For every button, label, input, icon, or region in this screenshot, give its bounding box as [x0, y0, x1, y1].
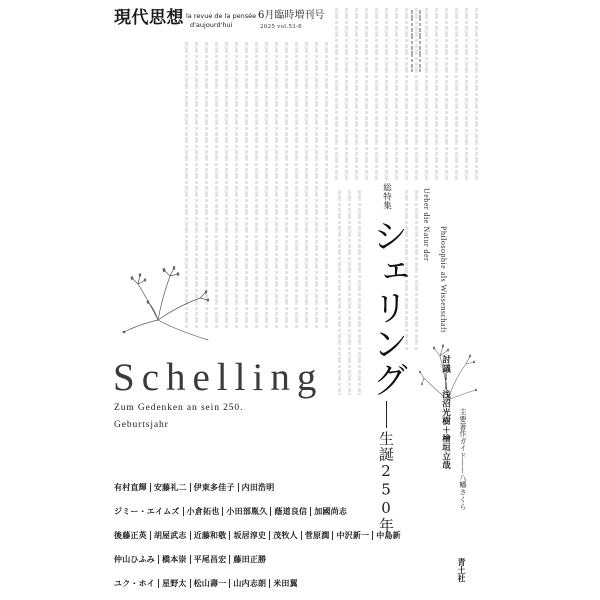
contributor-name: 中沢新一: [336, 529, 370, 540]
feature-subtitle-latin-line-2: Geburtsjahr: [114, 420, 169, 430]
issue-label: 6月臨時増刊号: [258, 10, 325, 21]
contributor-name: 小倉拓也: [186, 505, 220, 516]
contributor-name: 内田浩明: [241, 481, 275, 492]
separator: [229, 555, 230, 564]
discussion-credit: 討議——浅沼光樹＋檜垣立哉: [440, 355, 451, 470]
separator: [150, 483, 151, 492]
contributor-name: 胡屋武志: [153, 529, 187, 540]
contributor-name: 加國尚志: [314, 505, 348, 516]
contributor-name: ユク・ホイ: [114, 577, 155, 588]
contributor-list: [114, 481, 401, 589]
tagline-line-2: d'aujourd'hui: [190, 21, 233, 29]
separator: [158, 555, 159, 564]
separator: [269, 579, 270, 588]
contributor-name: 茂牧人: [273, 529, 298, 540]
separator: [310, 507, 311, 516]
title-dash: [386, 401, 387, 428]
contributor-name: 藤田正勝: [233, 553, 267, 564]
publisher-name: 青土社: [457, 558, 467, 582]
contributor-name: 坂居淳史: [233, 529, 267, 540]
contributor-name: 中島新: [376, 529, 401, 540]
contributor-name: 星野太: [162, 577, 187, 588]
magazine-title: 現代思想: [114, 8, 184, 28]
contributor-name: 蔭道良信: [274, 505, 308, 516]
separator: [332, 531, 333, 540]
contributor-name: 米田翼: [273, 577, 298, 588]
tagline-line-1: la revue de la pensée: [186, 12, 257, 20]
contributor-name: 仲山ひふみ: [114, 553, 155, 564]
separator: [158, 579, 159, 588]
quote-line-2: Philosophie als Wissenschaft: [439, 226, 448, 333]
feature-label: 総特集: [381, 183, 392, 210]
contributor-name: 小田部胤久: [226, 505, 268, 516]
contributor-name: ジミー・エイムズ: [114, 505, 180, 516]
contributor-row: [114, 577, 401, 589]
separator: [222, 507, 223, 516]
quote-line-1: Ueber die Natur der: [422, 188, 431, 262]
contributor-row: [114, 505, 401, 517]
separator: [190, 555, 191, 564]
contributor-name: 伊東多佳子: [193, 481, 235, 492]
contributor-name: 平尾昌宏: [193, 553, 227, 564]
magazine-tagline: [186, 12, 256, 30]
separator: [183, 507, 184, 516]
contributor-name: 有村直輝: [114, 481, 147, 492]
separator: [372, 531, 373, 540]
separator: [190, 483, 191, 492]
contributor-name: 松山壽一: [193, 577, 227, 588]
separator: [229, 579, 230, 588]
separator: [190, 531, 191, 540]
separator: [301, 531, 302, 540]
contributor-row: [114, 553, 401, 565]
separator: [270, 507, 271, 516]
feature-title-latin: Schelling: [113, 356, 324, 399]
feature-subtitle-latin-line-1: Zum Gedenken an sein 250.: [114, 403, 244, 413]
contributor-name: 後藤正英: [114, 529, 147, 540]
feature-subtitle-ja: 生誕250年: [377, 431, 395, 533]
contributor-row: [114, 529, 401, 541]
contributor-name: 菅原潤: [304, 529, 330, 540]
feature-subtitle-latin: [114, 400, 243, 434]
contributor-name: 安藤礼二: [153, 481, 187, 492]
contributor-name: 橋本崇: [162, 553, 187, 564]
background-text-texture-center-left: [338, 190, 366, 395]
separator: [190, 579, 191, 588]
separator: [269, 531, 270, 540]
separator: [150, 531, 151, 540]
separator: [229, 531, 230, 540]
background-text-texture-top-right: [335, 8, 480, 180]
contributor-name: 山内志朗: [233, 577, 267, 588]
volume-label: 2025 vol.53-8: [260, 24, 302, 30]
contributor-row: [114, 481, 401, 493]
guide-credit: 主要著作ガイド——八幡さくら: [459, 408, 467, 511]
contributor-name: 近藤和敬: [193, 529, 227, 540]
dried-flower-illustration-left: [118, 262, 213, 344]
separator: [238, 483, 239, 492]
barcode-info-text: [411, 10, 427, 72]
feature-title-ja: シェリング: [367, 217, 408, 397]
